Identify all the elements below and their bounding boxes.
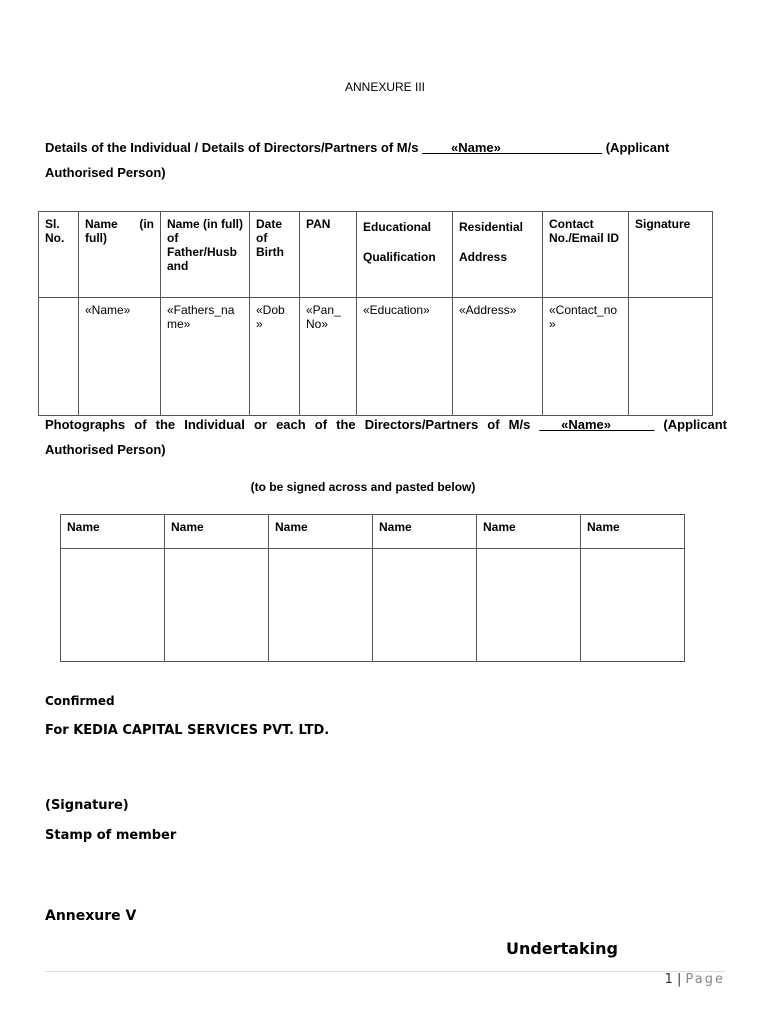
confirmed-label: Confirmed bbox=[45, 694, 115, 708]
header-dob: Date of Birth bbox=[250, 212, 300, 298]
photographs-table bbox=[60, 514, 685, 662]
header-signature: Signature bbox=[629, 212, 713, 298]
cell-education: «Education» bbox=[357, 298, 453, 416]
details-table bbox=[38, 211, 713, 416]
photo-name-2: Name bbox=[165, 515, 269, 549]
cell-contact: «Contact_no » bbox=[543, 298, 629, 416]
header-name: Name (in full) bbox=[79, 212, 161, 298]
details-heading bbox=[45, 135, 727, 185]
cell-sl-no bbox=[39, 298, 79, 416]
photo-box-5 bbox=[477, 549, 581, 662]
header-address: Residential Address bbox=[453, 212, 543, 298]
footer-divider bbox=[45, 971, 725, 972]
photos-name-field: ___«Name»______ bbox=[539, 417, 655, 432]
cell-father-name: «Fathers_na me» bbox=[161, 298, 250, 416]
sign-note: (to be signed across and pasted below) bbox=[250, 480, 476, 494]
photo-box-2 bbox=[165, 549, 269, 662]
page-separator: | bbox=[676, 972, 682, 987]
cell-name: «Name» bbox=[79, 298, 161, 416]
header-contact: Contact No./Email ID bbox=[543, 212, 629, 298]
signature-label: (Signature) bbox=[45, 798, 129, 813]
page-label: Page bbox=[685, 972, 725, 987]
photographs-heading bbox=[45, 412, 727, 462]
cell-pan: «Pan_ No» bbox=[300, 298, 357, 416]
photographs-box-row bbox=[61, 549, 685, 662]
photo-box-3 bbox=[269, 549, 373, 662]
page-footer bbox=[665, 972, 725, 987]
photo-name-3: Name bbox=[269, 515, 373, 549]
annexure-v-heading: Annexure V bbox=[45, 908, 137, 924]
page-title: ANNEXURE III bbox=[344, 80, 425, 94]
details-prefix: Details of the Individual / Details of Directors/Partners of M/s bbox=[45, 140, 423, 155]
header-father-name: Name (in full) of Father/Husb and bbox=[161, 212, 250, 298]
photographs-header-row bbox=[61, 515, 685, 549]
page-number: 1 bbox=[664, 972, 673, 987]
photos-suffix: (Applicant Authorised Person) bbox=[45, 417, 727, 457]
details-suffix: (Applicant Authorised Person) bbox=[45, 140, 670, 180]
photo-box-4 bbox=[373, 549, 477, 662]
cell-address: «Address» bbox=[453, 298, 543, 416]
details-table-header-row bbox=[39, 212, 713, 298]
photo-box-1 bbox=[61, 549, 165, 662]
undertaking-heading: Undertaking bbox=[506, 939, 618, 958]
photo-name-6: Name bbox=[581, 515, 685, 549]
cell-dob: «Dob » bbox=[250, 298, 300, 416]
header-sl-no: Sl. No. bbox=[39, 212, 79, 298]
header-education: Educational Qualification bbox=[357, 212, 453, 298]
photo-box-6 bbox=[581, 549, 685, 662]
photo-name-4: Name bbox=[373, 515, 477, 549]
company-name: For KEDIA CAPITAL SERVICES PVT. LTD. bbox=[45, 723, 330, 738]
cell-signature bbox=[629, 298, 713, 416]
photo-name-5: Name bbox=[477, 515, 581, 549]
photos-prefix: Photographs of the Individual or each of the Directors/Partners of M/s bbox=[45, 417, 540, 432]
stamp-label: Stamp of member bbox=[45, 828, 177, 843]
details-table-row bbox=[39, 298, 713, 416]
photo-name-1: Name bbox=[61, 515, 165, 549]
details-name-field: ____«Name»______________ bbox=[422, 140, 603, 155]
header-pan: PAN bbox=[300, 212, 357, 298]
